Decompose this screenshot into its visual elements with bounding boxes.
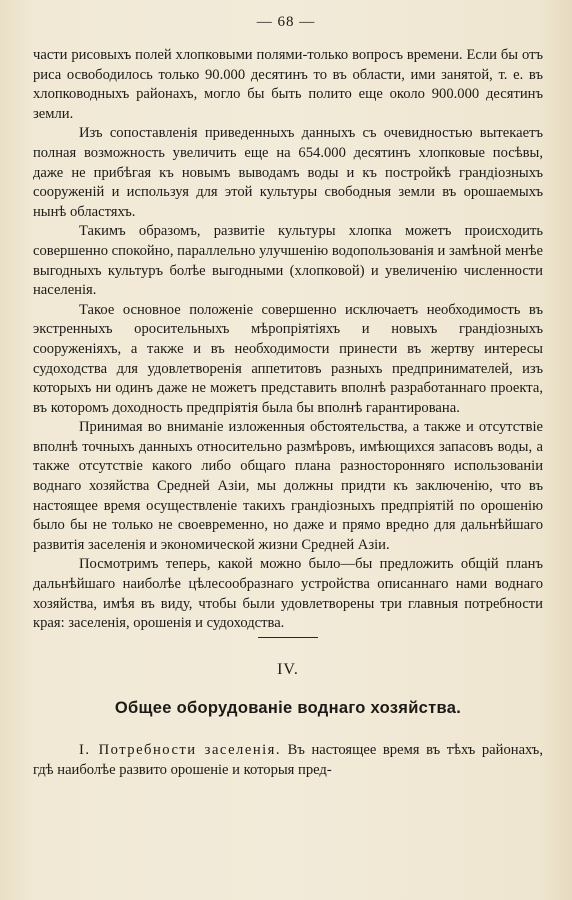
paragraph-1: части рисовыхъ полей хлопковыми полями-только вопросъ времени. Если бы отъ риса освободилось только 90.000 десятинъ то въ области, ими занятой, т. е. въ хлопководныхъ районахъ, могло бы быть полито еще около 900.000 десятинъ земли. xyxy=(33,47,543,122)
paragraph-2: Изъ сопоставленія приведенныхъ данныхъ съ очевидностью вытекаетъ полная возможность увеличить еще на 654.000 десятинъ хлопковые посѣвы, даже не прибѣгая къ новымъ выводамъ воды и къ постройкѣ грандіозныхъ сооруженій и используя для этой культуры свободныя земли въ орошаемыхъ нынѣ областяхъ. xyxy=(33,125,543,220)
subsection-label: I. Потребности заселенія. xyxy=(79,742,282,758)
page-number: — 68 — xyxy=(256,14,316,30)
subsection-paragraph xyxy=(33,741,543,780)
paragraph-6: Посмотримъ теперь, какой можно было—бы предложить общій планъ дальнѣйшаго наиболѣе цѣлесообразнаго устройства описаннаго нами воднаго хозяйства, имѣя въ виду, чтобы были удовлетворены три главныя потребности края: заселенія, орошенія и судоходства. xyxy=(33,556,543,632)
paragraph-5: Принимая во вниманіе изложенныя обстоятельства, а также и отсутствіе вполнѣ точныхъ данныхъ относительно размѣровъ, имѣющихся запасовъ воды, а также отсутствіе какого либо общаго плана разносторонняго использованіи воднаго хозяйства Средней Азіи, мы должны придти къ заключенію, что въ настоящее время осуществленіе такихъ грандіозныхъ предпріятій по орошенію было бы не только не своевременно, но даже и прямо вредно для дальнѣйшаго развитія заселенія и экономической жизни Средней Азіи. xyxy=(33,419,543,553)
section-heading: Общее оборудованіе воднаго хозяйства. xyxy=(114,699,462,718)
section-divider xyxy=(258,637,318,638)
subsection-text: Въ настоящее время въ тѣхъ районахъ, гдѣ наиболѣе развито орошеніе и которыя пред- xyxy=(33,742,543,778)
chapter-number: IV. xyxy=(277,660,299,678)
paragraph-4: Такое основное положеніе совершенно исключаетъ необходимость въ экстренныхъ оросительныхъ мѣропріятіяхъ и новыхъ грандіозныхъ сооруженіяхъ, а также и въ необходимости принести въ жертву интересы судоходства для удовлетворенія аппетитовъ разныхъ предпринимателей, изъ которыхъ ни одинъ даже не можетъ представить вполнѣ разработаннаго проекта, въ которомъ доходность предпріятія была бы вполнѣ гарантирована. xyxy=(33,301,543,416)
page-text xyxy=(33,46,543,780)
paragraph-3: Такимъ образомъ, развитіе культуры хлопка можетъ происходить совершенно спокойно, параллельно улучшенію водопользованія и замѣной менѣе выгодныхъ культуръ болѣе выгодными (хлопковой) и увеличенію численности населенія. xyxy=(33,223,543,299)
